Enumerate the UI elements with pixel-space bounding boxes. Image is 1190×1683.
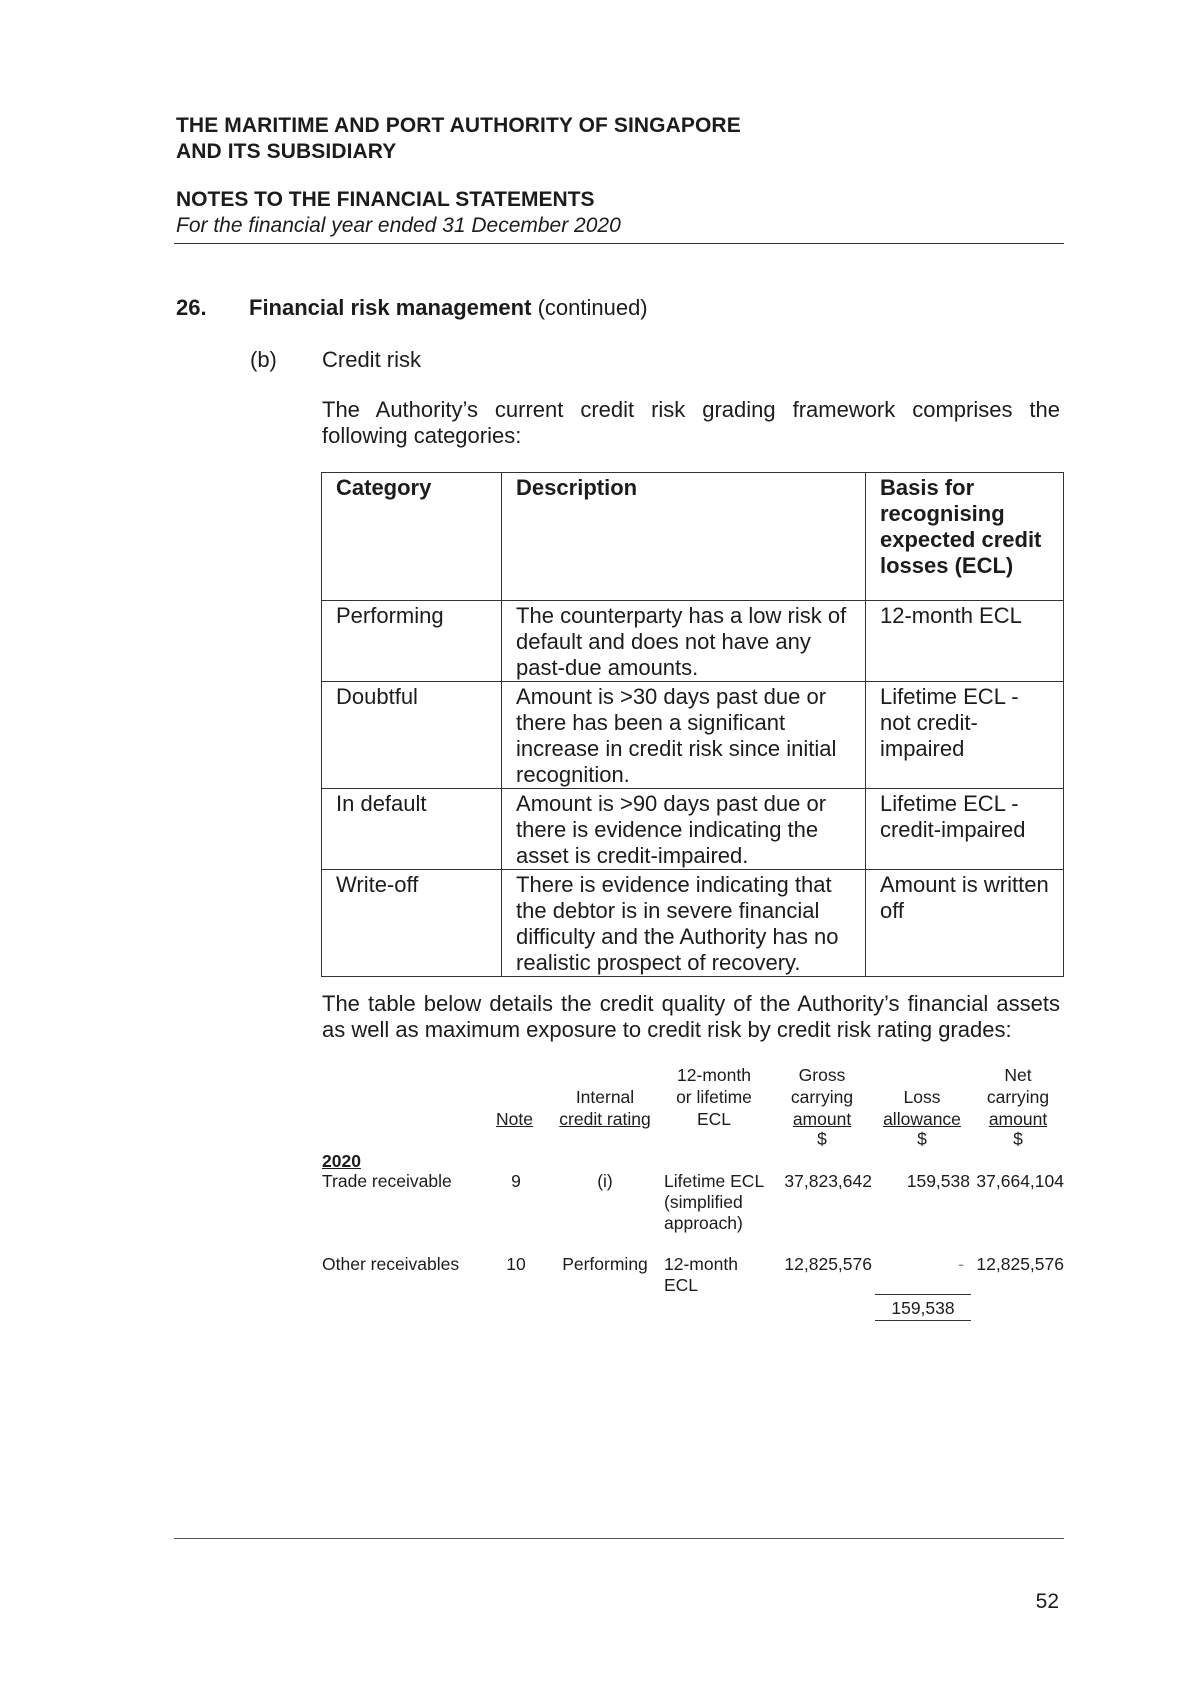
row-note: 10 [506,1254,526,1274]
description-cell: Amount is >90 days past due or there is evidence indicating the asset is credit-impaired. [502,789,866,870]
section-title: Financial risk management [249,295,532,320]
category-cell: In default [322,789,502,870]
grading-row [322,789,1064,870]
credit-risk-grading-table [321,472,1064,977]
header-gross-line3: amount [792,1109,852,1129]
row-gross: 12,825,576 [784,1254,872,1274]
description-cell: There is evidence indicating that the debtor is in severe financial difficulty and the Authority has no realistic prospect of recovery. [502,870,866,977]
total-top-rule [875,1294,971,1295]
grading-row [322,682,1064,789]
total-loss-allowance: 159,538 [891,1298,955,1318]
basis-cell: 12-month ECL [865,601,1063,682]
header-net-line3: amount [988,1109,1048,1129]
grading-header-row [322,473,1064,601]
page-number: 52 [1035,1590,1059,1613]
grading-row [322,601,1064,682]
intro-paragraph: The Authority’s current credit risk grading framework comprises the following categories: [322,397,1060,448]
basis-cell: Amount is written off [865,870,1063,977]
row-ecl-line2: (simplified [664,1192,743,1212]
header-description: Description [502,473,866,601]
row-ecl-line1: 12-month [664,1254,738,1274]
category-cell: Write-off [322,870,502,977]
basis-cell: Lifetime ECL - credit-impaired [865,789,1063,870]
year-label: 2020 [322,1151,361,1171]
grading-row [322,870,1064,977]
description-cell: The counterparty has a low risk of default and does not have any past-due amounts. [502,601,866,682]
header-divider [174,243,1064,244]
subsection-label: (b) [250,347,277,372]
category-cell: Doubtful [322,682,502,789]
row-net: 37,664,104 [976,1171,1064,1191]
row-rating: Performing [562,1254,648,1274]
header-net-unit: $ [1013,1129,1023,1149]
row-rating: (i) [597,1171,613,1191]
header-gross-line1: Gross [798,1065,846,1085]
header-rating-line2: credit rating [559,1109,651,1129]
header-gross-unit: $ [817,1129,827,1149]
header-basis: Basis for recognising expected credit losses (ECL) [865,473,1063,601]
subsection-heading [250,347,421,373]
row-ecl-line2: ECL [664,1275,699,1295]
header-note: Note [496,1109,533,1129]
org-name-line2: AND ITS SUBSIDIARY [176,140,397,163]
header-net-line1: Net [1004,1065,1032,1085]
header-ecl-line3: ECL [696,1109,732,1129]
row-ecl-line1: Lifetime ECL [664,1171,765,1191]
header-loss-unit: $ [917,1129,927,1149]
row-loss: 159,538 [906,1171,970,1191]
page-header [176,113,1064,239]
basis-cell: Lifetime ECL - not credit-impaired [865,682,1063,789]
period-subtitle: For the financial year ended 31 December 2020 [176,214,621,237]
section-suffix: (continued) [537,295,648,320]
row-gross: 37,823,642 [784,1171,872,1191]
header-category: Category [322,473,502,601]
row-label: Trade receivable [322,1171,452,1191]
header-rating-line1: Internal [575,1087,635,1107]
header-loss-line2: allowance [883,1109,961,1129]
section-number: 26. [176,295,207,320]
footer-divider [174,1538,1064,1539]
header-ecl-line2: or lifetime [676,1087,752,1107]
header-net-line2: carrying [986,1087,1050,1107]
credit-quality-paragraph: The table below details the credit quality of the Authority’s financial assets as well as maximum exposure to credit risk by credit risk rating grades: [322,991,1060,1042]
total-bottom-rule [875,1320,971,1321]
category-cell: Performing [322,601,502,682]
section-heading [176,295,648,321]
org-name-line1: THE MARITIME AND PORT AUTHORITY OF SINGAPORE [176,114,741,137]
header-loss-line1: Loss [903,1087,941,1107]
description-cell: Amount is >30 days past due or there has been a significant increase in credit risk since initial recognition. [502,682,866,789]
header-ecl-line1: 12-month [677,1065,751,1085]
subsection-title: Credit risk [322,347,422,372]
row-ecl-line3: approach) [664,1213,743,1233]
row-loss: - [958,1254,964,1274]
notes-title: NOTES TO THE FINANCIAL STATEMENTS [176,188,595,211]
row-label: Other receivables [322,1254,460,1274]
row-note: 9 [511,1171,521,1191]
row-net: 12,825,576 [976,1254,1064,1274]
header-gross-line2: carrying [790,1087,854,1107]
